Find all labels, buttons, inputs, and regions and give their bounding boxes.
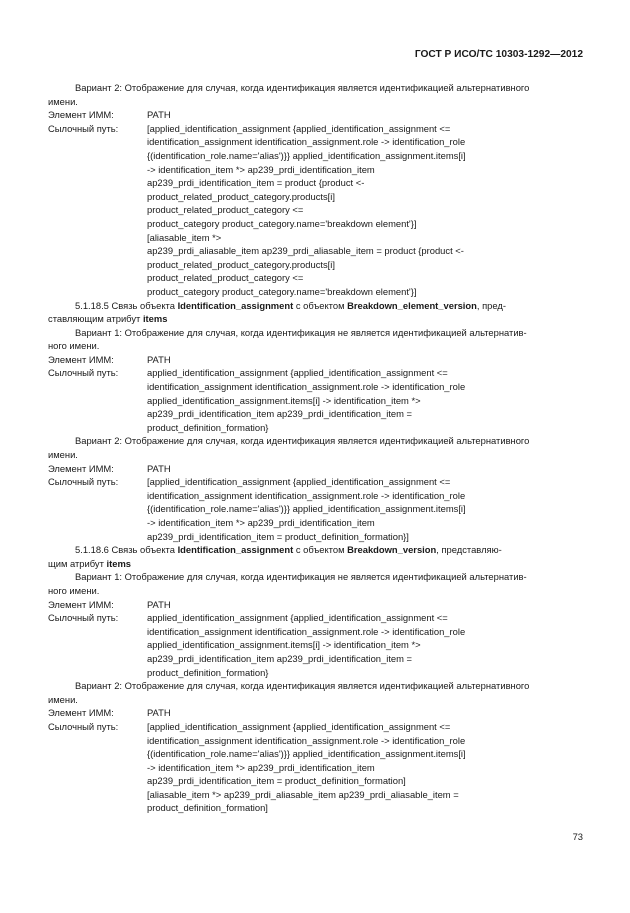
section-heading-line [48, 557, 586, 571]
paragraph-line: Вариант 2: Отображение для случая, когда идентификация является идентификацией альтернативного [75, 82, 530, 93]
reference-path-line: ap239_prdi_aliasable_item ap239_prdi_aliasable_item = product {product <- [147, 245, 464, 257]
reference-path-line: -> identification_item *> ap239_prdi_identification_item [147, 761, 375, 773]
reference-path-row [48, 720, 586, 815]
reference-path-line: ap239_prdi_identification_item ap239_prdi_identification_item = [147, 408, 413, 420]
element-label: Элемент ИММ: [48, 598, 114, 610]
heading-text: , представляю- [436, 544, 502, 556]
reference-path-label: Сылочный путь: [48, 720, 119, 732]
section-heading-line [48, 312, 586, 326]
paragraph-line: имени. [48, 693, 78, 705]
reference-path-row [48, 611, 586, 679]
reference-path-line: identification_assignment identification_assignment.role -> identification_role [147, 625, 466, 637]
reference-path-line: {(identification_role.name='alias')}} applied_identification_assignment.items[i] [147, 503, 466, 515]
heading-text: с объектом [293, 299, 348, 311]
reference-path-line: ap239_prdi_identification_item = product {product <- [147, 177, 365, 189]
reference-path [147, 366, 586, 434]
entity-name: Identification_assignment [177, 299, 294, 311]
reference-path-line: product_related_product_category <= [147, 272, 304, 284]
section-heading-line [48, 543, 586, 557]
reference-path-line: product_related_product_category.products[i] [147, 190, 335, 202]
heading-text: , пред- [476, 299, 506, 311]
reference-path-label: Сылочный путь: [48, 367, 119, 379]
reference-path-line: identification_assignment identification_assignment.role -> identification_role [147, 489, 466, 501]
attribute-name: items [106, 557, 132, 569]
heading-text: ставляющим атрибут [48, 313, 143, 325]
paragraph-line: ного имени. [48, 584, 100, 596]
paragraph-line: Вариант 1: Отображение для случая, когда идентификация не является идентификацией альтернатив- [75, 326, 527, 338]
reference-path [147, 720, 586, 815]
reference-path-line: applied_identification_assignment {applied_identification_assignment <= [147, 367, 448, 379]
element-label: Элемент ИММ: [48, 109, 114, 121]
reference-path-line: product_category product_category.name='breakdown element'}] [147, 217, 417, 229]
reference-path-line: identification_assignment identification_assignment.role -> identification_role [147, 381, 466, 393]
reference-path-line: [applied_identification_assignment {applied_identification_assignment <= [147, 476, 451, 488]
element-value: PATH [147, 707, 171, 719]
element-label: Элемент ИММ: [48, 353, 114, 365]
reference-path-line: applied_identification_assignment.items[i] -> identification_item *> [147, 639, 421, 651]
reference-path-label: Сылочный путь: [48, 476, 119, 488]
reference-path-line: -> identification_item *> ap239_prdi_identification_item [147, 163, 375, 175]
reference-path-line: ap239_prdi_identification_item = product_definition_formation] [147, 775, 406, 787]
heading-text: с объектом [293, 544, 348, 556]
mapping-element-row [48, 353, 586, 367]
attribute-name: items [142, 313, 168, 325]
entity-name: Identification_assignment [177, 544, 294, 556]
reference-path-line: -> identification_item *> ap239_prdi_identification_item [147, 517, 375, 528]
paragraph-line: имени. [48, 95, 78, 107]
element-value: PATH [147, 109, 171, 121]
page-number: 73 [572, 831, 583, 842]
reference-path-line: product_definition_formation} [147, 666, 269, 678]
reference-path-line: product_related_product_category.products[i] [147, 258, 335, 270]
reference-path [147, 611, 586, 679]
reference-path-line: [aliasable_item *> ap239_prdi_aliasable_item ap239_prdi_aliasable_item = [147, 788, 459, 800]
section-number: 5.1.18.5 Связь объекта [75, 299, 178, 311]
paragraph-line: ного имени. [48, 340, 100, 352]
entity-name: Breakdown_element_version [347, 299, 477, 311]
reference-path-line: product_definition_formation} [147, 421, 269, 433]
reference-path-row [48, 475, 586, 543]
element-value: PATH [147, 462, 171, 474]
reference-path-label: Сылочный путь: [48, 122, 119, 134]
reference-path-line: ap239_prdi_identification_item ap239_prdi_identification_item = [147, 652, 413, 664]
reference-path-line: ap239_prdi_identification_item = product_definition_formation}] [147, 530, 409, 542]
reference-path-row [48, 366, 586, 434]
paragraph-line: Вариант 2: Отображение для случая, когда идентификация является идентификацией альтернативного [75, 435, 530, 447]
reference-path [147, 122, 586, 299]
reference-path-label: Сылочный путь: [48, 612, 119, 624]
reference-path-line: [applied_identification_assignment {applied_identification_assignment <= [147, 122, 451, 134]
reference-path-line: identification_assignment identification_assignment.role -> identification_role [147, 734, 466, 746]
mapping-element-row [48, 108, 586, 122]
reference-path-line: [aliasable_item *> [147, 231, 222, 243]
element-label: Элемент ИММ: [48, 707, 114, 719]
section-heading-line [48, 299, 586, 313]
element-value: PATH [147, 598, 171, 610]
entity-name: Breakdown_version [347, 544, 437, 556]
heading-text: щим атрибут [48, 557, 107, 569]
reference-path-line: [applied_identification_assignment {applied_identification_assignment <= [147, 720, 451, 732]
reference-path-line: product_category product_category.name='breakdown element'}] [147, 285, 417, 297]
paragraph-line: имени. [48, 449, 78, 461]
reference-path-line: {(identification_role.name='alias')}} applied_identification_assignment.items[i] [147, 748, 466, 760]
element-label: Элемент ИММ: [48, 462, 114, 474]
reference-path-line: identification_assignment identification_assignment.role -> identification_role [147, 136, 466, 148]
paragraph-line: Вариант 2: Отображение для случая, когда идентификация является идентификацией альтернативного [75, 680, 530, 692]
reference-path-line: {(identification_role.name='alias')}} applied_identification_assignment.items[i] [147, 149, 466, 161]
section-number: 5.1.18.6 Связь объекта [75, 544, 178, 556]
mapping-element-row [48, 462, 586, 476]
reference-path [147, 475, 586, 543]
reference-path-row [48, 122, 586, 299]
paragraph-line: Вариант 1: Отображение для случая, когда идентификация не является идентификацией альтернатив- [75, 571, 527, 583]
reference-path-line: product_related_product_category <= [147, 204, 304, 216]
reference-path-line: product_definition_formation] [147, 802, 268, 814]
reference-path-line: applied_identification_assignment.items[i] -> identification_item *> [147, 394, 421, 406]
reference-path-line: applied_identification_assignment {applied_identification_assignment <= [147, 612, 448, 624]
document-body [48, 81, 586, 815]
page-header: ГОСТ Р ИСО/ТС 10303-1292—2012 [414, 49, 583, 60]
mapping-element-row [48, 706, 586, 720]
element-value: PATH [147, 353, 171, 365]
mapping-element-row [48, 598, 586, 612]
